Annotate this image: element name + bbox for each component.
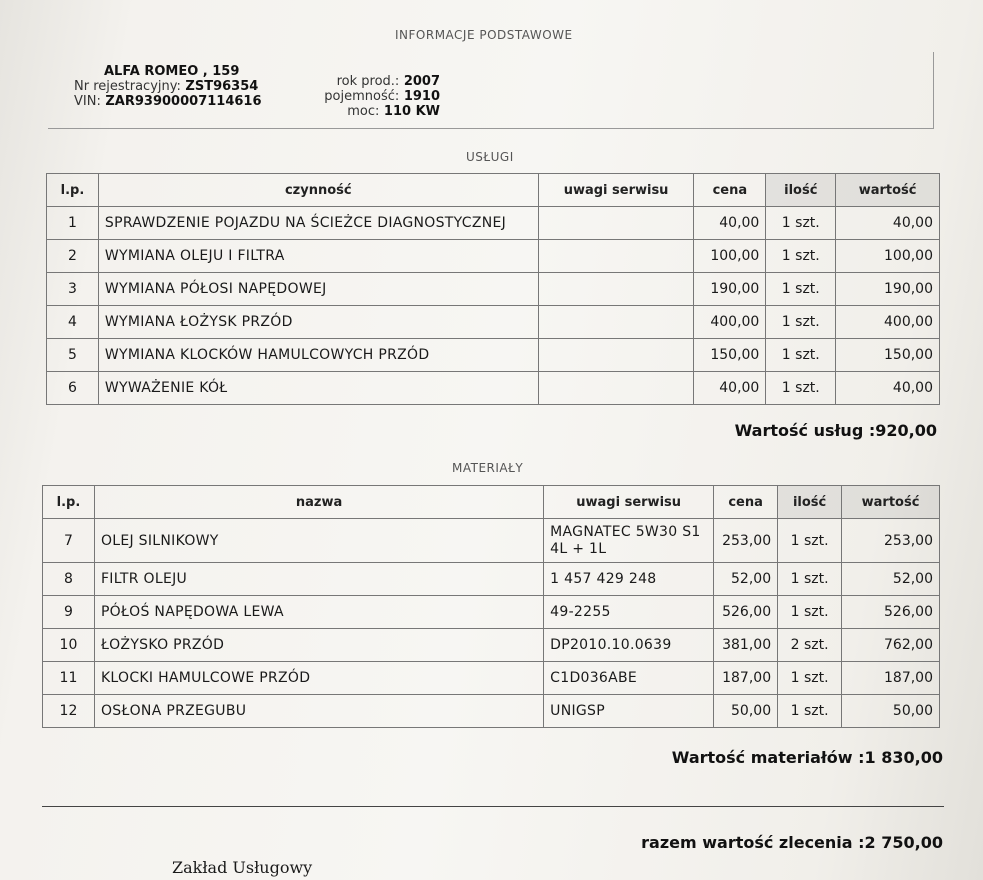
capacity-label: pojemność: (324, 89, 400, 104)
cell-qty: 1 szt. (766, 306, 836, 339)
services-total-value: 920,00 (875, 421, 937, 440)
year-label: rok prod.: (336, 74, 400, 89)
cell-lp: 4 (47, 306, 99, 339)
cell-lp: 1 (47, 207, 99, 240)
cell-value: 253,00 (842, 519, 940, 563)
cell-name: SPRAWDZENIE POJAZDU NA ŚCIEŻCE DIAGNOSTYCZNEJ (98, 207, 538, 240)
col-qty: ilość (766, 174, 836, 207)
grand-total-value: 2 750,00 (864, 833, 943, 852)
cell-value: 190,00 (836, 273, 940, 306)
cell-name: FILTR OLEJU (94, 563, 543, 596)
cell-notes: 1 457 429 248 (544, 563, 714, 596)
cell-notes (538, 273, 694, 306)
cell-name: PÓŁOŚ NAPĘDOWA LEWA (94, 596, 543, 629)
cell-notes: 49-2255 (544, 596, 714, 629)
col-name: nazwa (94, 486, 543, 519)
cell-lp: 6 (47, 372, 99, 405)
cell-name: OSŁONA PRZEGUBU (94, 695, 543, 728)
grand-total-label: razem wartość zlecenia : (641, 833, 865, 852)
cell-value: 150,00 (836, 339, 940, 372)
cell-price: 50,00 (714, 695, 778, 728)
cell-qty: 2 szt. (778, 629, 842, 662)
cell-qty: 1 szt. (778, 519, 842, 563)
cell-qty: 1 szt. (766, 273, 836, 306)
cell-value: 762,00 (842, 629, 940, 662)
materials-table (42, 485, 940, 728)
cell-value: 187,00 (842, 662, 940, 695)
cell-lp: 5 (47, 339, 99, 372)
cell-price: 52,00 (714, 563, 778, 596)
cell-value: 400,00 (836, 306, 940, 339)
table-row (43, 662, 940, 695)
cell-qty: 1 szt. (778, 596, 842, 629)
cell-name: WYMIANA KLOCKÓW HAMULCOWYCH PRZÓD (98, 339, 538, 372)
cell-notes (538, 372, 694, 405)
table-row (47, 240, 940, 273)
capacity-value: 1910 (403, 89, 440, 104)
cell-notes-line2: 4L + 1L (550, 540, 607, 557)
cell-notes-line1: MAGNATEC 5W30 S1 (550, 523, 701, 540)
cell-notes: C1D036ABE (544, 662, 714, 695)
cell-notes (538, 339, 694, 372)
col-notes: uwagi serwisu (544, 486, 714, 519)
cell-price: 40,00 (694, 207, 766, 240)
cell-price: 526,00 (714, 596, 778, 629)
materials-total (672, 748, 943, 767)
cell-price: 190,00 (694, 273, 766, 306)
cell-qty: 1 szt. (766, 207, 836, 240)
cell-price: 253,00 (714, 519, 778, 563)
services-table (46, 173, 940, 405)
table-row (43, 519, 940, 563)
col-price: cena (714, 486, 778, 519)
cell-value: 40,00 (836, 372, 940, 405)
cell-lp: 8 (43, 563, 95, 596)
table-row (43, 596, 940, 629)
col-qty: ilość (778, 486, 842, 519)
cell-value: 50,00 (842, 695, 940, 728)
cell-lp: 11 (43, 662, 95, 695)
power-value: 110 KW (383, 104, 440, 119)
year-value: 2007 (403, 74, 440, 89)
services-section-title: USŁUGI (466, 150, 514, 164)
cell-notes: UNIGSP (544, 695, 714, 728)
info-section-title: INFORMACJE PODSTAWOWE (395, 28, 573, 42)
materials-total-label: Wartość materiałów : (671, 748, 865, 767)
cell-name: WYWAŻENIE KÓŁ (98, 372, 538, 405)
grand-total (641, 833, 943, 852)
cell-price: 381,00 (714, 629, 778, 662)
cell-value: 52,00 (842, 563, 940, 596)
divider-line (42, 806, 944, 807)
services-total (735, 421, 937, 440)
cell-qty: 1 szt. (766, 240, 836, 273)
cell-name: WYMIANA PÓŁOSI NAPĘDOWEJ (98, 273, 538, 306)
cell-name: KLOCKI HAMULCOWE PRZÓD (94, 662, 543, 695)
power-label: moc: (347, 104, 380, 119)
table-row (43, 629, 940, 662)
cell-lp: 12 (43, 695, 95, 728)
cell-price: 150,00 (694, 339, 766, 372)
company-stamp: Zakład Usługowy (172, 858, 313, 877)
cell-price: 187,00 (714, 662, 778, 695)
cell-qty: 1 szt. (766, 339, 836, 372)
cell-notes (538, 207, 694, 240)
cell-qty: 1 szt. (766, 372, 836, 405)
cell-price: 40,00 (694, 372, 766, 405)
col-value: wartość (842, 486, 940, 519)
cell-value: 526,00 (842, 596, 940, 629)
vehicle-info-left (74, 64, 262, 109)
cell-price: 100,00 (694, 240, 766, 273)
cell-notes (544, 519, 714, 563)
col-notes: uwagi serwisu (538, 174, 694, 207)
reg-label: Nr rejestracyjny: (74, 79, 181, 94)
cell-value: 100,00 (836, 240, 940, 273)
cell-lp: 9 (43, 596, 95, 629)
cell-name: ŁOŻYSKO PRZÓD (94, 629, 543, 662)
cell-notes (538, 240, 694, 273)
vin-value: ZAR93900007114616 (105, 94, 262, 109)
cell-name: OLEJ SILNIKOWY (94, 519, 543, 563)
cell-name: WYMIANA ŁOŻYSK PRZÓD (98, 306, 538, 339)
reg-value: ZST96354 (185, 79, 259, 94)
cell-qty: 1 szt. (778, 662, 842, 695)
vehicle-info-right (310, 74, 440, 119)
cell-qty: 1 szt. (778, 695, 842, 728)
services-header-row (47, 174, 940, 207)
table-row (47, 306, 940, 339)
cell-notes (538, 306, 694, 339)
vin-label: VIN: (74, 94, 101, 109)
cell-lp: 10 (43, 629, 95, 662)
col-lp: l.p. (43, 486, 95, 519)
materials-header-row (43, 486, 940, 519)
table-row (43, 695, 940, 728)
cell-lp: 3 (47, 273, 99, 306)
materials-section-title: MATERIAŁY (452, 461, 524, 475)
vehicle-make: ALFA ROMEO , 159 (104, 64, 240, 79)
table-row (47, 207, 940, 240)
col-activity: czynność (98, 174, 538, 207)
materials-total-value: 1 830,00 (864, 748, 943, 767)
cell-value: 40,00 (836, 207, 940, 240)
table-row (43, 563, 940, 596)
col-lp: l.p. (47, 174, 99, 207)
cell-name: WYMIANA OLEJU I FILTRA (98, 240, 538, 273)
cell-lp: 2 (47, 240, 99, 273)
table-row (47, 339, 940, 372)
cell-notes: DP2010.10.0639 (544, 629, 714, 662)
cell-price: 400,00 (694, 306, 766, 339)
cell-lp: 7 (43, 519, 95, 563)
col-value: wartość (836, 174, 940, 207)
table-row (47, 273, 940, 306)
services-total-label: Wartość usług : (734, 421, 876, 440)
table-row (47, 372, 940, 405)
cell-qty: 1 szt. (778, 563, 842, 596)
col-price: cena (694, 174, 766, 207)
